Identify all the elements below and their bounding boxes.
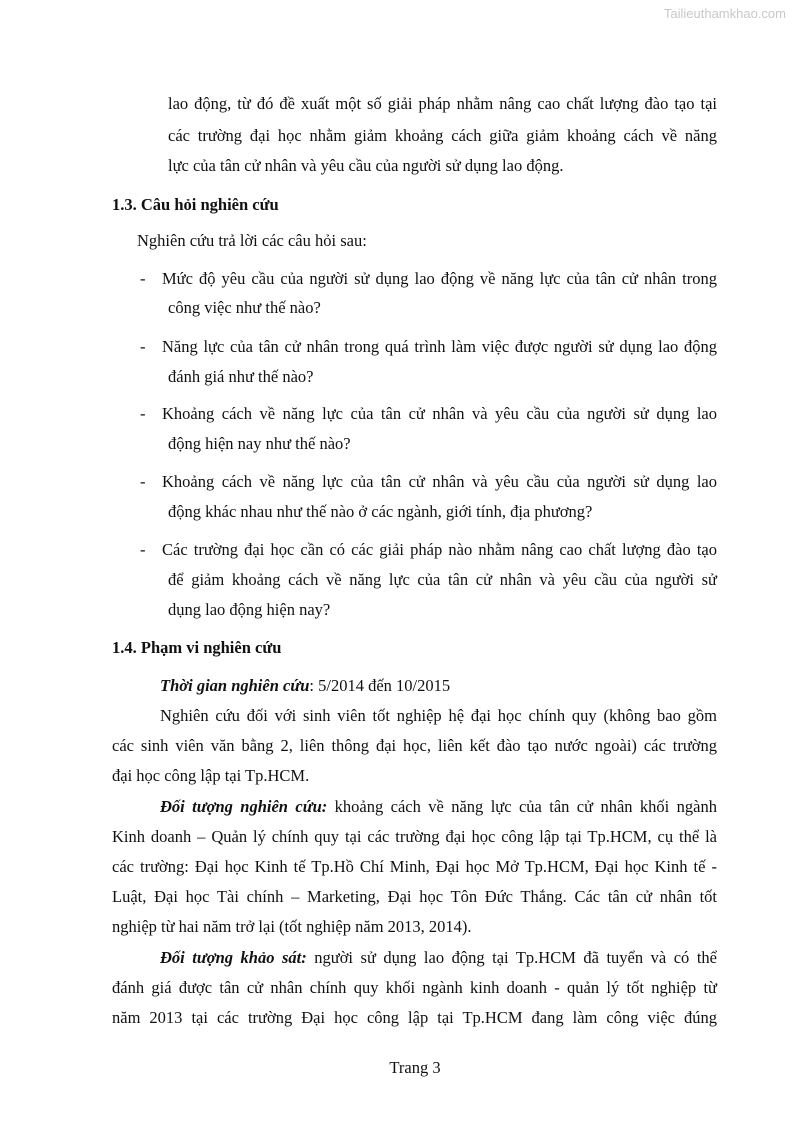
text-line: nghiệp từ hai năm trở lại (tốt nghiệp năm 2013, 2014). bbox=[112, 917, 472, 936]
text-span: người sử dụng lao động tại Tp.HCM đã tuyển và có thể bbox=[306, 948, 717, 967]
question: Mức độ yêu cầu của người sử dụng lao động về năng lực của tân cử nhân trong bbox=[162, 269, 717, 288]
text-line: đánh giá được tân cử nhân chính quy khối ngành kinh doanh - quản lý tốt nghiệp từ bbox=[112, 978, 717, 997]
time-line bbox=[160, 676, 450, 696]
text-span: khoảng cách về năng lực của tân cử nhân khối ngành bbox=[327, 797, 717, 816]
question: dụng lao động hiện nay? bbox=[168, 600, 331, 619]
object-label: Đối tượng nghiên cứu: bbox=[160, 797, 328, 816]
question: Khoảng cách về năng lực của tân cử nhân và yêu cầu của người sử dụng lao bbox=[162, 472, 717, 491]
time-label: Thời gian nghiên cứu bbox=[160, 676, 310, 695]
text-line: các trường đại học nhằm giảm khoảng cách giữa giảm khoảng cách về năng bbox=[168, 126, 717, 145]
text-line: lao động, từ đó đề xuất một số giải pháp nhằm nâng cao chất lượng đào tạo tại bbox=[168, 94, 717, 113]
text-line bbox=[160, 797, 717, 817]
text-line: Kinh doanh – Quản lý chính quy tại các trường đại học công lập tại Tp.HCM, cụ thể là bbox=[112, 827, 717, 846]
question: để giảm khoảng cách về năng lực của tân cử nhân và yêu cầu của người sử bbox=[168, 570, 717, 589]
section-heading: 1.4. Phạm vi nghiên cứu bbox=[112, 638, 282, 657]
bullet-dash: - bbox=[140, 404, 146, 423]
bullet-dash: - bbox=[140, 472, 146, 491]
time-value: : 5/2014 đến 10/2015 bbox=[309, 676, 451, 695]
text-line: năm 2013 tại các trường Đại học công lập tại Tp.HCM đang làm công việc đúng bbox=[112, 1008, 717, 1027]
text-line: các sinh viên văn bằng 2, liên thông đại học, liên kết đào tạo nước ngoài) các trường bbox=[112, 736, 717, 755]
bullet-dash: - bbox=[140, 540, 146, 559]
text-line: Nghiên cứu đối với sinh viên tốt nghiệp hệ đại học chính quy (không bao gồm bbox=[160, 706, 717, 725]
text-line: lực của tân cử nhân và yêu cầu của người sử dụng lao động. bbox=[168, 156, 564, 175]
bullet-dash: - bbox=[140, 269, 146, 288]
question: động khác nhau như thế nào ở các ngành, giới tính, địa phương? bbox=[168, 502, 593, 521]
section-heading: 1.3. Câu hỏi nghiên cứu bbox=[112, 195, 279, 214]
question: Khoảng cách về năng lực của tân cử nhân và yêu cầu của người sử dụng lao bbox=[162, 404, 717, 423]
question: đánh giá như thế nào? bbox=[168, 367, 314, 386]
question: công việc như thế nào? bbox=[168, 298, 321, 317]
lead-text: Nghiên cứu trả lời các câu hỏi sau: bbox=[137, 231, 367, 250]
page-number: Trang 3 bbox=[389, 1058, 441, 1077]
text-line: Luật, Đại học Tài chính – Marketing, Đại học Tôn Đức Thắng. Các tân cử nhân tốt bbox=[112, 887, 717, 906]
question: Năng lực của tân cử nhân trong quá trình làm việc được người sử dụng lao động bbox=[162, 337, 717, 356]
watermark: Tailieuthamkhao.com bbox=[663, 6, 786, 21]
bullet-dash: - bbox=[140, 337, 146, 356]
question: Các trường đại học cần có các giải pháp nào nhằm nâng cao chất lượng đào tạo bbox=[162, 540, 717, 559]
question: động hiện nay như thế nào? bbox=[168, 434, 351, 453]
text-line: các trường: Đại học Kinh tế Tp.Hồ Chí Minh, Đại học Mở Tp.HCM, Đại học Kinh tế - bbox=[112, 857, 717, 876]
text-line: đại học công lập tại Tp.HCM. bbox=[112, 766, 310, 785]
survey-label: Đối tượng khảo sát: bbox=[160, 948, 307, 967]
text-line bbox=[160, 948, 717, 968]
